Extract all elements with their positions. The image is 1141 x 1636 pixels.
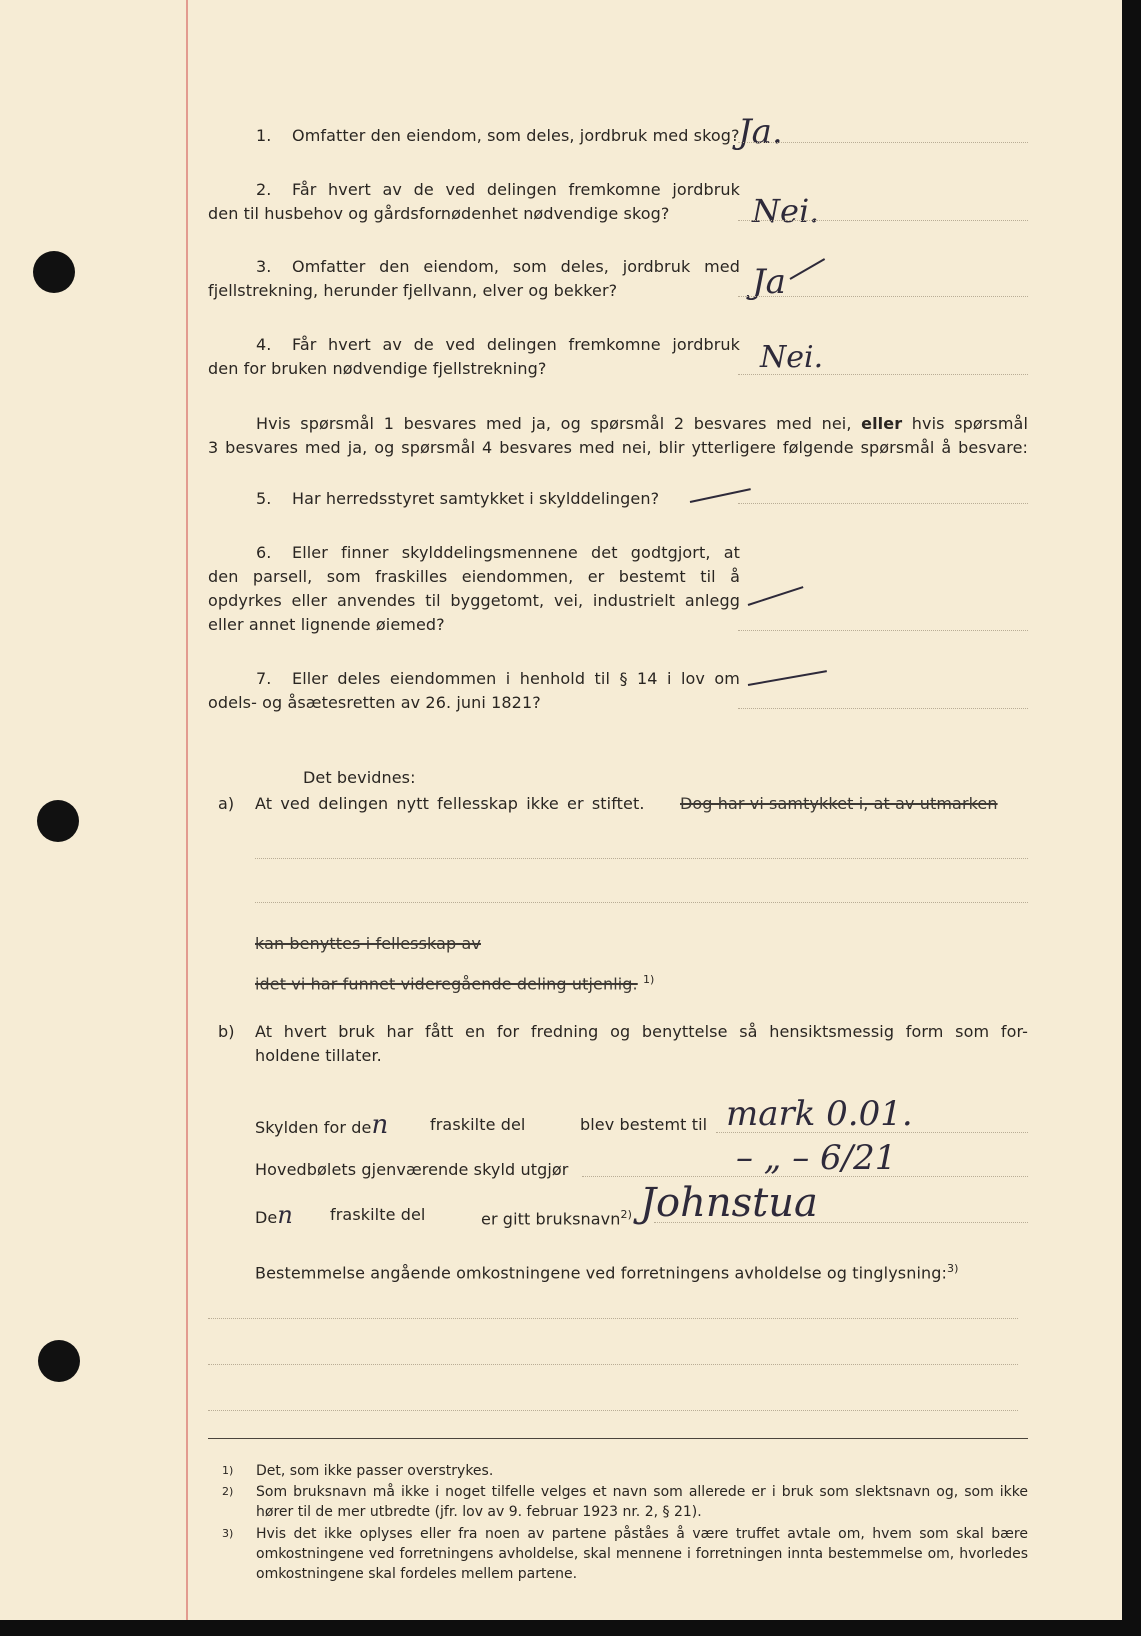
bruksnavn-label: Den — [255, 1201, 293, 1229]
footnote-1: 1) Det, som ikke passer overstrykes. — [222, 1463, 494, 1479]
skylden-hand-de: n — [371, 1110, 389, 1140]
question-6-number: 6. — [256, 543, 272, 562]
certification-a-text: At ved delingen nytt fellesskap ikke er stiftet. — [255, 794, 645, 813]
bruksnavn-hand-de: n — [277, 1201, 293, 1229]
blank-line — [255, 858, 1028, 859]
footnote-3: 3) Hvis det ikke oplyses eller fra noen av partene påståes å være truffet avtale om, hvem som skal bære omkostningene ved forretningens avholdelse, skal mennene i forretningen innta bestemmelse om, hvorledes omkostningene skal fordeles mellem partene. — [222, 1526, 1028, 1582]
skylden-value: mark 0.01. — [726, 1094, 913, 1134]
certification-a-struck: Dog har vi samtykket i, at av utmarken — [680, 794, 998, 813]
hovedbol-value: – „ – 6/21 — [736, 1138, 897, 1178]
question-1-text: Omfatter den eiendom, som deles, jordbruk med skog? — [292, 126, 740, 145]
question-4-number: 4. — [256, 335, 272, 354]
question-3-line1: Omfatter den eiendom, som deles, jordbruk med — [292, 257, 740, 276]
blank-line — [255, 902, 1028, 903]
certification-a-struck-3: idet vi har funnet videregående deling utjenlig. $^{1)}$ — [255, 973, 655, 994]
blank-line — [208, 1410, 1018, 1411]
margin-line — [186, 0, 188, 1620]
certification-heading: Det bevidnes: — [303, 768, 416, 787]
punch-hole — [38, 1340, 80, 1382]
question-4-answer: Nei. — [760, 340, 824, 375]
answer-line — [738, 220, 1028, 221]
skylden-label-3: blev bestemt til — [580, 1115, 708, 1134]
question-5-number: 5. — [256, 489, 272, 508]
answer-line — [738, 296, 1028, 297]
question-4-line1: Får hvert av de ved delingen fremkomne jordbruk — [292, 335, 740, 354]
bruksnavn-label-3: er gitt bruksnavn$^{2)}$ — [481, 1208, 632, 1229]
question-6-line3: opdyrkes eller anvendes til byggetomt, vei, industrielt anlegg — [208, 591, 740, 610]
question-2-line1: Får hvert av de ved delingen fremkomne jordbruk — [292, 180, 740, 199]
question-3-number: 3. — [256, 257, 272, 276]
question-1-answer: Ja. — [738, 112, 783, 152]
question-7-number: 7. — [256, 669, 272, 688]
question-2-answer: Nei. — [752, 192, 820, 230]
bruksnavn-value: Johnstua — [640, 1180, 818, 1226]
punch-hole — [37, 800, 79, 842]
answer-line — [738, 374, 1028, 375]
answer-stroke — [790, 258, 826, 280]
answer-line — [716, 1132, 1028, 1133]
question-6-line4: eller annet lignende øiemed? — [208, 615, 445, 634]
question-2-line2: den til husbehov og gårdsfornødenhet nødvendige skog? — [208, 204, 670, 223]
certification-b-label: b) — [218, 1022, 235, 1041]
question-6-line2: den parsell, som fraskilles eiendommen, er bestemt til å — [208, 567, 740, 586]
answer-line — [582, 1176, 1028, 1177]
blank-line — [208, 1318, 1018, 1319]
answer-line — [738, 708, 1028, 709]
question-4-line2: den for bruken nødvendige fjellstrekning? — [208, 359, 547, 378]
question-1-number: 1. — [256, 126, 272, 145]
question-3-answer: Ja — [752, 262, 786, 302]
certification-a-label: a) — [218, 794, 235, 813]
answer-line — [654, 1222, 1028, 1223]
punch-hole — [33, 251, 75, 293]
instruction-line2: 3 besvares med ja, og spørsmål 4 besvares med nei, blir ytterligere følgende spørsmål å besvare: — [208, 438, 1028, 457]
question-2-number: 2. — [256, 180, 272, 199]
answer-dash — [748, 586, 804, 606]
question-6-line1: Eller finner skylddelingsmennene det godtgjort, at — [292, 543, 740, 562]
question-7-line1: Eller deles eiendommen i henhold til § 14 i lov om — [292, 669, 740, 688]
blank-line — [208, 1364, 1018, 1365]
footnote-2: 2) Som bruksnavn må ikke i noget tilfelle velges et navn som allerede er i bruk som slektsnavn og, som ikke hører til de mer utbredte (jfr. lov av 9. februar 1923 nr. 2, § 21). — [222, 1484, 1028, 1520]
certification-b-line1: At hvert bruk har fått en for fredning og benyttelse så hensiktsmessig form som for- — [255, 1022, 1028, 1041]
skylden-label: Skylden for den — [255, 1110, 389, 1140]
hovedbol-label: Hovedbølets gjenværende skyld utgjør — [255, 1160, 569, 1179]
answer-dash — [690, 488, 751, 503]
bestemmelse-text: Bestemmelse angående omkostningene ved forretningens avholdelse og tinglysning:$^{3)}$ — [255, 1262, 959, 1283]
answer-line — [738, 630, 1028, 631]
skylden-label-2: fraskilte del — [430, 1115, 526, 1134]
bruksnavn-label-2: fraskilte del — [330, 1205, 426, 1224]
answer-dash — [748, 670, 827, 686]
footnote-rule — [208, 1438, 1028, 1439]
answer-line — [738, 503, 1028, 504]
question-5-text: Har herredsstyret samtykket i skylddelingen? — [292, 489, 660, 508]
certification-b-line2: holdene tillater. — [255, 1046, 382, 1065]
certification-a-struck-2: kan benyttes i fellesskap av — [255, 934, 481, 953]
instruction-line1: Hvis spørsmål 1 besvares med ja, og spørsmål 2 besvares med nei, eller hvis spørsmål — [256, 414, 1028, 433]
question-7-line2: odels- og åsætesretten av 26. juni 1821? — [208, 693, 541, 712]
question-3-line2: fjellstrekning, herunder fjellvann, elver og bekker? — [208, 281, 618, 300]
answer-line — [738, 142, 1028, 143]
